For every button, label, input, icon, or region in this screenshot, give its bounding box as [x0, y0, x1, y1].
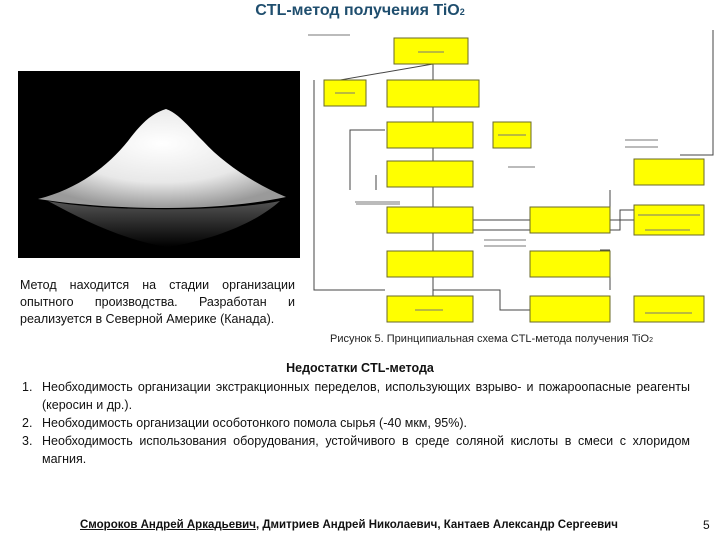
caption-subscript: 2: [649, 337, 653, 344]
powder-photo: [18, 71, 300, 258]
caption-text: Рисунок 5. Принципиальная схема CTL-метода получения TiO: [330, 333, 650, 345]
slide-title: [0, 2, 720, 20]
title-text: CTL-метод получения TiO: [255, 2, 460, 19]
disadvantages-heading: Недостатки CTL-метода: [286, 361, 434, 375]
diagram-box: [387, 161, 473, 187]
disadvantages-list: [22, 378, 690, 468]
figure-caption: [330, 333, 653, 345]
list-item-number: 2.: [22, 416, 33, 430]
diagram-box: [634, 296, 704, 322]
list-item-text: Необходимость использования оборудования, устойчивого в среде соляной кислоты в смеси с хлоридом магния.: [42, 434, 690, 466]
list-item-text: Необходимость организации экстракционных переделов, использующих взрыво- и пожароопасные реагенты (керосин и др.).: [42, 380, 690, 412]
diagram-box: [387, 122, 473, 148]
diagram-box: [387, 251, 473, 277]
diagram-box: [387, 296, 473, 322]
diagram-box: [530, 207, 610, 233]
list-item: [22, 414, 690, 432]
list-item-number: 3.: [22, 434, 33, 448]
diagram-box: [387, 80, 479, 107]
list-item-text: Необходимость организации особотонкого помола сырья (-40 мкм, 95%).: [42, 416, 467, 430]
list-item: [22, 432, 690, 468]
page-number: 5: [703, 518, 710, 532]
white-powder-photo: [18, 71, 300, 258]
list-item-number: 1.: [22, 380, 33, 394]
list-item: [22, 378, 690, 414]
diagram-box: [634, 159, 704, 185]
title-subscript: 2: [459, 7, 465, 17]
authors-rest: , Дмитриев Андрей Николаевич, Кантаев Александр Сергеевич: [255, 519, 618, 531]
diagram-box: [530, 251, 610, 277]
ctl-process-diagram: [300, 30, 720, 335]
method-description: Метод находится на стадии организации опытного производства. Разработан и реализуется в Северной Америке (Канада).: [20, 278, 295, 326]
author-lead: Смороков Андрей Аркадьевич: [80, 519, 256, 531]
authors-line: [80, 519, 618, 531]
diagram-box: [530, 296, 610, 322]
diagram-box: [387, 207, 473, 233]
diagram-box: [394, 38, 468, 64]
